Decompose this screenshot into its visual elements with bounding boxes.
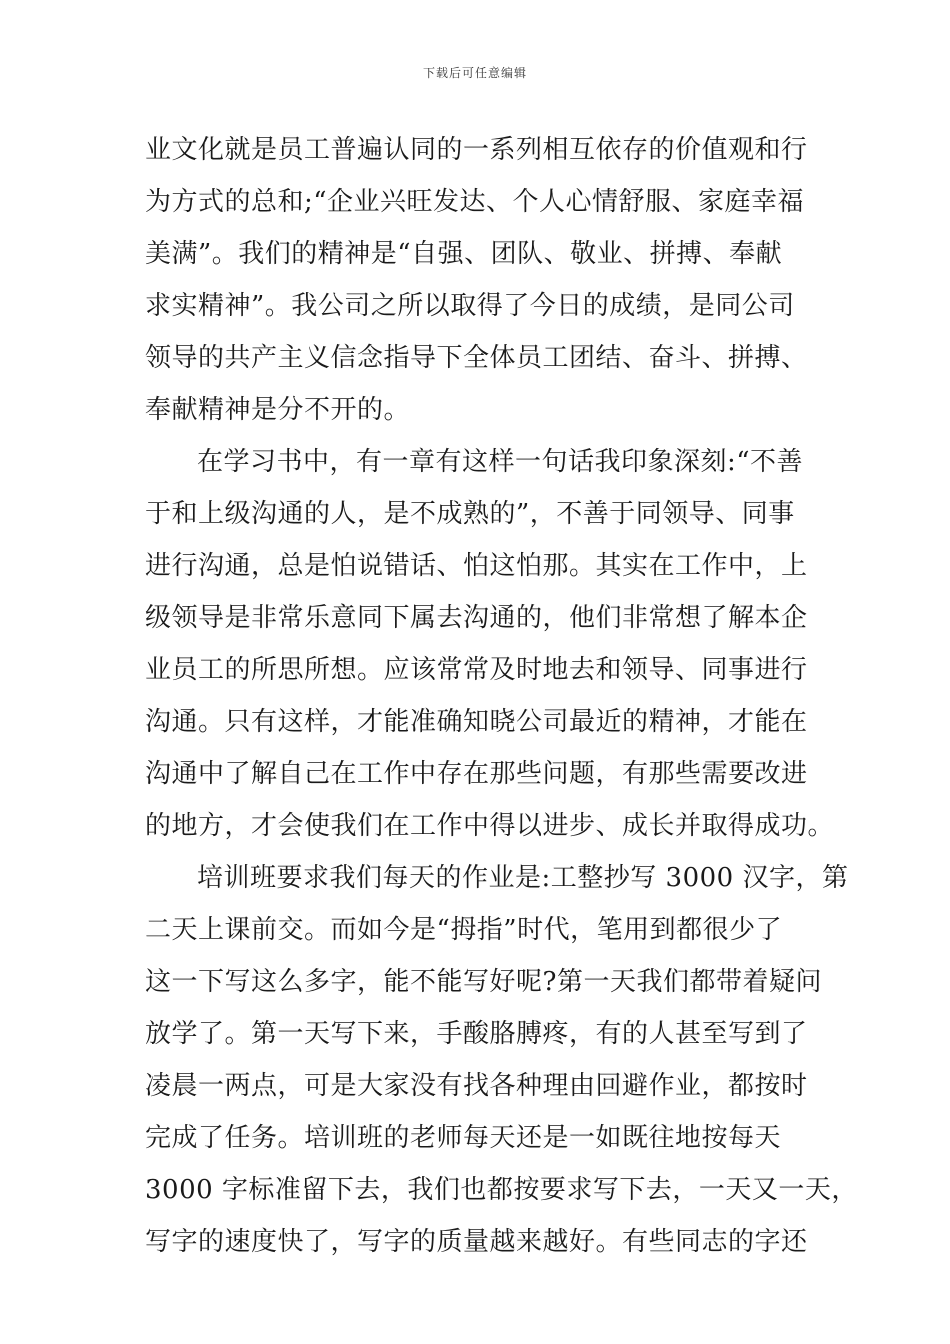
text-line: 放学了。第一天写下来，手酸胳膊疼，有的人甚至写到了 — [145, 1019, 808, 1049]
text-line: 为方式的总和;“企业兴旺发达、个人心情舒服、家庭幸福 — [145, 187, 805, 217]
text-line: 3000 字标准留下去，我们也都按要求写下去，一天又一天， — [145, 1175, 858, 1205]
body-text — [145, 124, 858, 1268]
text-line: 凌晨一两点，可是大家没有找各种理由回避作业，都按时 — [145, 1071, 808, 1101]
text-line: 写字的速度快了，写字的质量越来越好。有些同志的字还 — [145, 1227, 808, 1257]
text-line: 进行沟通，总是怕说错话、怕这怕那。其实在工作中，上 — [145, 551, 808, 581]
text-line: 的地方，才会使我们在工作中得以进步、成长并取得成功。 — [145, 811, 835, 841]
text-line: 美满”。我们的精神是“自强、团队、敬业、拼搏、奉献 — [145, 239, 783, 269]
header-note: 下载后可任意编辑 — [422, 66, 527, 80]
text-line: 业员工的所思所想。应该常常及时地去和领导、同事进行 — [145, 655, 808, 685]
text-line: 级领导是非常乐意同下属去沟通的，他们非常想了解本企 — [145, 603, 808, 633]
text-line: 奉献精神是分不开的。 — [145, 395, 411, 425]
text-line: 领导的共产主义信念指导下全体员工团结、奋斗、拼搏、 — [145, 343, 808, 373]
paragraph-first-line: 在学习书中，有一章有这样一句话我印象深刻:“不善 — [197, 447, 804, 477]
text-line: 业文化就是员工普遍认同的一系列相互依存的价值观和行 — [145, 135, 808, 165]
text-line: 完成了任务。培训班的老师每天还是一如既往地按每天 — [145, 1123, 782, 1153]
text-line: 沟通中了解自己在工作中存在那些问题，有那些需要改进 — [145, 759, 808, 789]
text-line: 二天上课前交。而如今是“拇指”时代，笔用到都很少了 — [145, 915, 783, 945]
text-line: 这一下写这么多字，能不能写好呢?第一天我们都带着疑问 — [145, 967, 822, 997]
text-line: 沟通。只有这样，才能准确知晓公司最近的精神，才能在 — [145, 707, 808, 737]
text-line: 求实精神”。我公司之所以取得了今日的成绩，是同公司 — [145, 291, 795, 321]
paragraph-first-line: 培训班要求我们每天的作业是:工整抄写 3000 汉字，第 — [197, 863, 849, 893]
text-line: 于和上级沟通的人，是不成熟的”，不善于同领导、同事 — [145, 499, 795, 529]
